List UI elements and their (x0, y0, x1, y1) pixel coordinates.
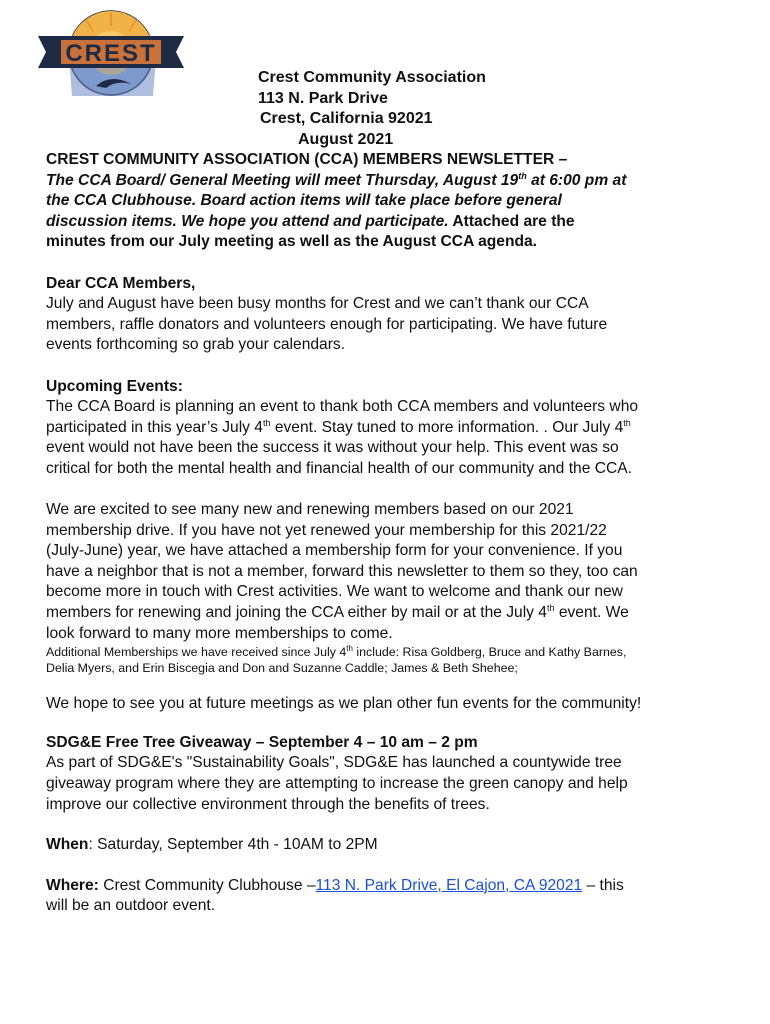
tree-giveaway-heading: SDG&E Free Tree Giveaway – September 4 – 10 am – 2 pm (46, 733, 478, 751)
newsletter-title: CREST COMMUNITY ASSOCIATION (CCA) MEMBERS NEWSLETTER – (46, 151, 568, 168)
crest-logo (36, 8, 186, 98)
when-line: When: Saturday, September 4th - 10AM to 2PM (46, 836, 378, 854)
meeting-notice: The CCA Board/ General Meeting will meet Thursday, August 19th at 6:00 pm at the CCA Clubhouse. Board action items will take place before general discussion items. We hope you attend and participate. Attached are the minutes from our July meeting as well as the August CCA agenda. (46, 170, 627, 251)
letterhead (258, 68, 486, 150)
greeting-paragraph: July and August have been busy months for Crest and we can’t thank our CCA members, raffle donators and volunteers enough for participating. We have future events forthcoming so grab your calendars. (46, 295, 608, 354)
where-line: Where: Crest Community Clubhouse –113 N. Park Drive, El Cajon, CA 92021 – this (46, 876, 624, 894)
org-name: Crest Community Association (258, 69, 486, 86)
logo-text: CREST (65, 40, 157, 67)
salutation: Dear CCA Members, (46, 274, 196, 292)
upcoming-events-paragraph: The CCA Board is planning an event to thank both CCA members and volunteers who participated in this year’s July 4th event. Stay tuned to more information. . Our July 4th event would not have been the success it was without your help. This event was so critical for both the mental health and financial health of our community and the CCA. (46, 398, 639, 477)
newsletter-body (46, 150, 736, 917)
additional-members-list: Additional Memberships we have received since July 4th include: Risa Goldberg, Bruce and Kathy Barnes, Delia Myers, and Erin Biscegia and Don and Suzanne Caddle; James & Beth Shehee; (46, 644, 627, 676)
newsletter-date: August 2021 (298, 130, 394, 148)
upcoming-events-heading: Upcoming Events: (46, 377, 183, 395)
where-line-2: will be an outdoor event. (46, 897, 216, 915)
tree-giveaway-paragraph: As part of SDG&E's "Sustainability Goals", SDG&E has launched a countywide tree giveaway program where they are attempting to increase the green canopy and help improve our collective environment through the benefits of trees. (46, 754, 628, 813)
hope-text: We hope to see you at future meetings as we plan other fun events for the community! (46, 695, 642, 713)
membership-paragraph: We are excited to see many new and renewing members based on our 2021 membership drive. If you have not yet renewed your membership for this 2021/22 (July-June) year, we have attached a membership form for your convenience. If you have a neighbor that is not a member, forward this newsletter to them so they, too can become more in touch with Crest activities. We want to welcome and thank our new members for renewing and joining the CCA either by mail or at the July 4th event. We look forward to many more memberships to come. (46, 501, 638, 642)
address-line-1: 113 N. Park Drive (258, 89, 388, 107)
clubhouse-address-link[interactable]: 113 N. Park Drive, El Cajon, CA 92021 (315, 876, 583, 894)
address-line-2: Crest, California 92021 (260, 110, 433, 128)
